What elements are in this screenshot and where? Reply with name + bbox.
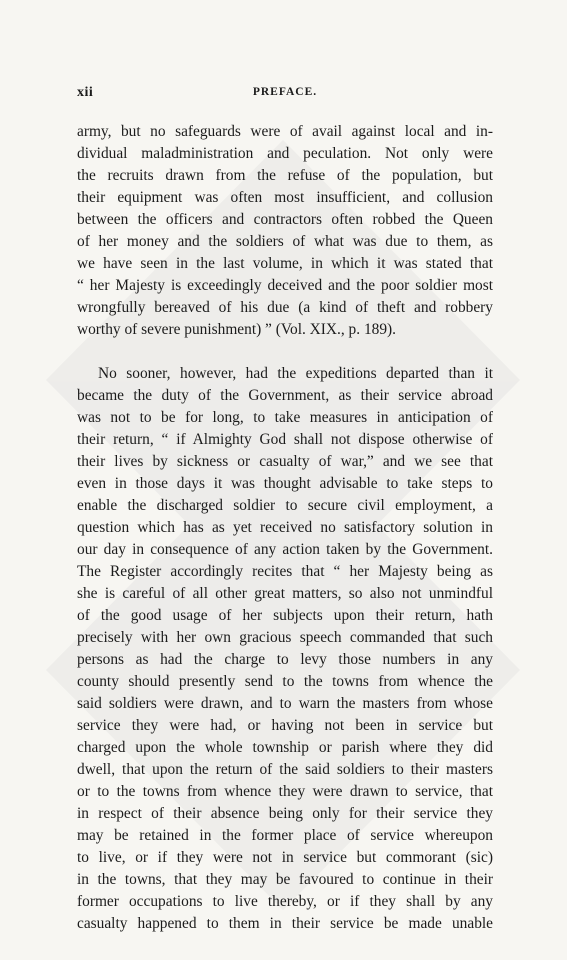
text-line: their lives by sickness or casualty of war,” and we see that bbox=[77, 453, 493, 470]
text-line: persons as had the charge to levy those numbers in any bbox=[77, 651, 493, 668]
text-line: she is careful of all other great matters, so also not unmindful bbox=[77, 585, 493, 602]
text-line: became the duty of the Government, as their service abroad bbox=[77, 387, 493, 404]
text-line: wrongfully bereaved of his due (a kind of theft and robbery bbox=[77, 299, 493, 316]
text-line: service they were had, or having not been in service but bbox=[77, 717, 493, 734]
text-line: to live, or if they were not in service but commorant (sic) bbox=[77, 849, 493, 866]
text-line: enable the discharged soldier to secure civil employment, a bbox=[77, 497, 493, 514]
text-line: our day in consequence of any action taken by the Government. bbox=[77, 541, 493, 558]
text-line: their return, “ if Almighty God shall not dispose otherwise of bbox=[77, 431, 493, 448]
text-line: The Register accordingly recites that “ her Majesty being as bbox=[77, 563, 493, 580]
text-line: question which has as yet received no satisfactory solution in bbox=[77, 519, 493, 536]
text-line: in the towns, that they may be favoured to continue in their bbox=[77, 871, 493, 888]
page-header bbox=[77, 85, 493, 105]
paragraph-gap bbox=[77, 341, 493, 363]
text-line: casualty happened to them in their service be made unable bbox=[77, 915, 493, 932]
text-line: army, but no safeguards were of avail against local and in- bbox=[77, 123, 493, 140]
paragraph-2 bbox=[77, 363, 493, 935]
running-title: PREFACE. bbox=[252, 86, 318, 98]
text-line: or to the towns from whence they were drawn to service, that bbox=[77, 783, 493, 800]
paragraph-1 bbox=[77, 121, 493, 341]
text-line: the recruits drawn from the refuse of the population, but bbox=[77, 167, 493, 184]
text-line: may be retained in the former place of service whereupon bbox=[77, 827, 493, 844]
page-number: xii bbox=[77, 85, 94, 100]
text-line: dividual maladministration and peculation. Not only were bbox=[77, 145, 493, 162]
text-line: between the officers and contractors often robbed the Queen bbox=[77, 211, 493, 228]
text-line: of the good usage of her subjects upon their return, hath bbox=[77, 607, 493, 624]
text-line: dwell, that upon the return of the said soldiers to their masters bbox=[77, 761, 493, 778]
text-line: precisely with her own gracious speech commanded that such bbox=[77, 629, 493, 646]
body-text bbox=[77, 121, 493, 935]
text-line: charged upon the whole township or parish where they did bbox=[77, 739, 493, 756]
text-line: No sooner, however, had the expeditions departed than it bbox=[98, 365, 493, 382]
text-line: “ her Majesty is exceedingly deceived and the poor soldier most bbox=[77, 277, 493, 294]
text-line: we have seen in the last volume, in which it was stated that bbox=[77, 255, 493, 272]
text-line: was not to be for long, to take measures in anticipation of bbox=[77, 409, 493, 426]
text-line: said soldiers were drawn, and to warn the masters from whose bbox=[77, 695, 493, 712]
text-line: former occupations to live thereby, or if they shall by any bbox=[77, 893, 493, 910]
text-line: even in those days it was thought advisable to take steps to bbox=[77, 475, 493, 492]
text-line: county should presently send to the towns from whence the bbox=[77, 673, 493, 690]
text-line: in respect of their absence being only for their service they bbox=[77, 805, 493, 822]
text-line: worthy of severe punishment) ” (Vol. XIX., p. 189). bbox=[77, 321, 397, 338]
text-line: of her money and the soldiers of what was due to them, as bbox=[77, 233, 493, 250]
text-line: their equipment was often most insufficient, and collusion bbox=[77, 189, 493, 206]
